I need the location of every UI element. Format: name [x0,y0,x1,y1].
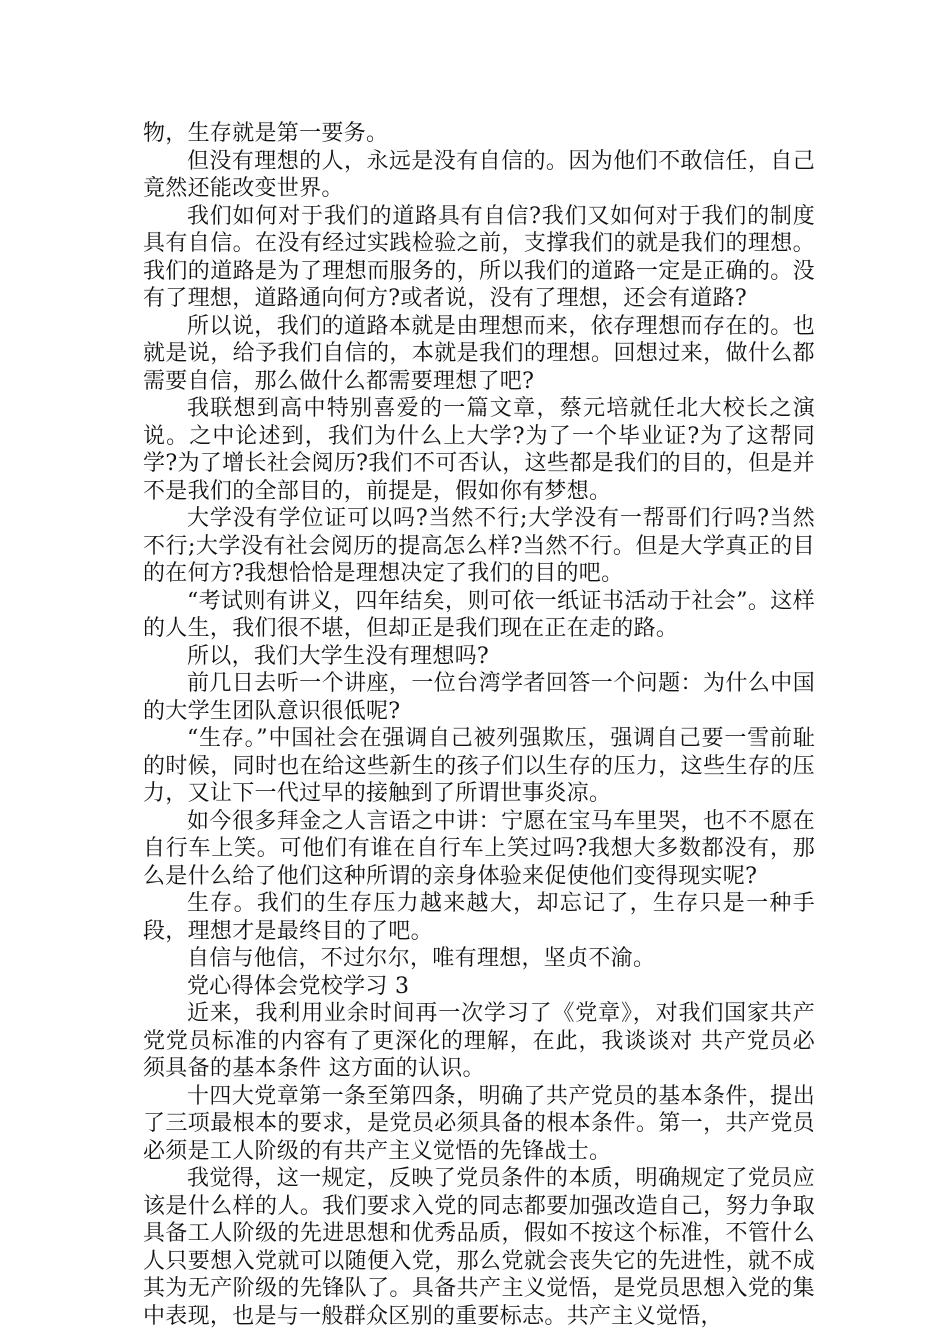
paragraph: 我觉得，这一规定，反映了党员条件的本质，明确规定了党员应该是什么样的人。我们要求入党的同志都要加强改造自己，努力争取具备工人阶级的先进思想和优秀品质，假如不按这个标准，不管什么人只要想入党就可以随便入党，那么党就会丧失它的先进性，就不成其为无产阶级的先锋队了。具备共产主义觉悟，是党员思想入党的集中表现，也是与一般群众区别的重要标志。共产主义觉悟， [143,1166,815,1329]
paragraph: 所以说，我们的道路本就是由理想而来，依存理想而存在的。也就是说，给予我们自信的，本就是我们的理想。回想过来，做什么都需要自信，那么做什么都需要理想了吧? [143,313,815,394]
document-body [143,120,815,1330]
paragraph: 但没有理想的人，永远是没有自信的。因为他们不敢信任，自己竟然还能改变世界。 [143,148,815,201]
paragraph: 大学没有学位证可以吗?当然不行;大学没有一帮哥们行吗?当然不行;大学没有社会阅历的提高怎么样?当然不行。但是大学真正的目的在何方?我想恰恰是理想决定了我们的目的吧。 [143,506,815,586]
paragraph: 党心得体会党校学习 3 [187,973,410,999]
paragraph: 十四大党章第一条至第四条，明确了共产党员的基本条件，提出了三项最根本的要求，是党员必须具备的根本条件。第一，共产党员必须是工人阶级的有共产主义觉悟的先锋战士。 [143,1083,815,1164]
paragraph: 自信与他信，不过尔尔，唯有理想，坚贞不渝。 [187,946,656,971]
paragraph: 生存。我们的生存压力越来越大，却忘记了，生存只是一种手段，理想才是最终目的了吧。 [143,891,815,944]
paragraph: “生存。”中国社会在强调自己被列强欺压，强调自己要一雪前耻的时候，同时也在给这些新生的孩子们以生存的压力，这些生存的压力，又让下一代过早的接触到了所谓世事炎凉。 [143,726,815,806]
paragraph: “考试则有讲义，四年结矣，则可依一纸证书活动于社会”。这样的人生，我们很不堪，但却正是我们现在正在走的路。 [143,588,815,641]
paragraph: 物，生存就是第一要务。 [143,121,389,146]
paragraph: 我们如何对于我们的道路具有自信?我们又如何对于我们的制度具有自信。在没有经过实践检验之前，支撑我们的就是我们的理想。我们的道路是为了理想而服务的，所以我们的道路一定是正确的。没有了理想，道路通向何方?或者说，没有了理想，还会有道路? [143,203,815,311]
paragraph: 前几日去听一个讲座，一位台湾学者回答一个问题：为什么中国的大学生团队意识很低呢? [143,671,815,724]
paragraph: 所以，我们大学生没有理想吗? [187,643,489,669]
paragraph: 我联想到高中特别喜爱的一篇文章，蔡元培就任北大校长之演说。之中论述到，我们为什么上大学?为了一个毕业证?为了这帮同学?为了增长社会阅历?我们不可否认，这些都是我们的目的，但是并不是我们的全部目的，前提是，假如你有梦想。 [143,396,815,504]
paragraph: 近来，我利用业余时间再一次学习了《党章》，对我们国家共产党党员标准的内容有了更深化的理解，在此，我谈谈对 共产党员必须具备的基本条件 这方面的认识。 [143,1001,815,1081]
paragraph: 如今很多拜金之人言语之中讲：宁愿在宝马车里哭，也不不愿在自行车上笑。可他们有谁在自行车上笑过吗?我想大多数都没有，那么是什么给了他们这种所谓的亲身体验来促使他们变得现实呢? [143,808,815,889]
